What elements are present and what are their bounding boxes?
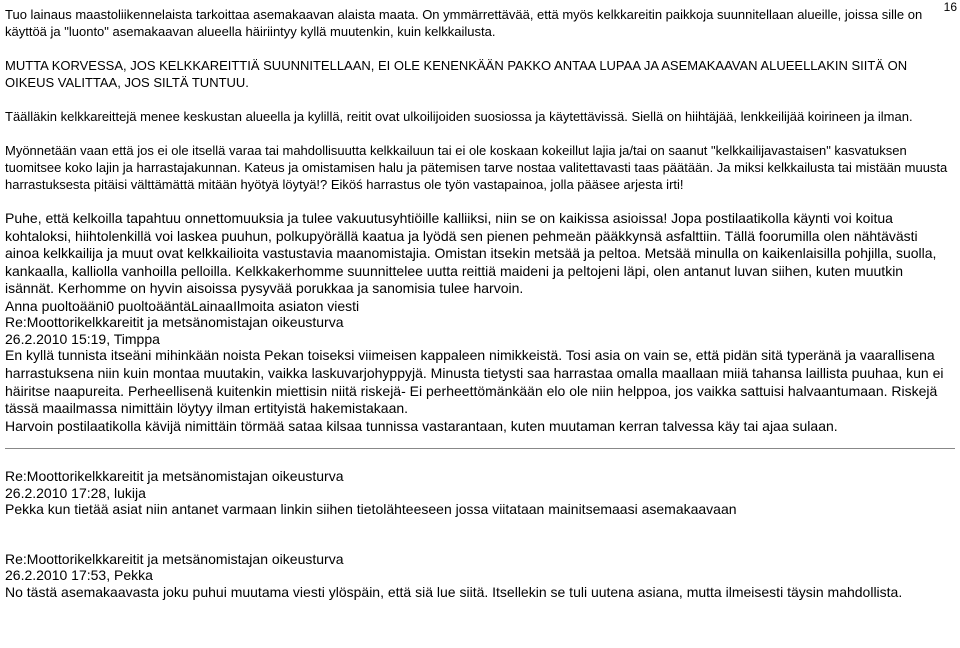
document-body [5, 6, 955, 600]
post-subject: Re:Moottorikelkkareitit ja metsänomistajan oikeusturva [5, 314, 344, 331]
post-subject: Re:Moottorikelkkareitit ja metsänomistajan oikeusturva [5, 468, 344, 485]
post-rating-actions: Anna puoltoääni0 puoltoääntäLainaaIlmoita asiaton viesti [5, 297, 360, 314]
post-subject: Re:Moottorikelkkareitit ja metsänomistajan oikeusturva [5, 550, 344, 567]
intro-paragraph-1: Tuo lainaus maastoliikennelaista tarkoittaa asemakaavan alaista maata. On ymmärrettävää, että myös kelkkareitin paikkoja suunnitellaan alueille, joissa sille on käyttöä ja "luonto" asemakaavan alueella häiriintyy kyllä muutenkin, kuin kelkkailusta. [5, 7, 923, 39]
main-paragraph: Puhe, että kelkoilla tapahtuu onnettomuuksia ja tulee vakuutusyhtiöille kalliiksi, niin se on kaikissa asioissa! Jopa postilaatikolla käynti voi koitua kohtaloksi, hiihtolenkillä voi laskea puuhun, polkupyörällä kaatua ja lyödä sen pienen pehmeän pääkkynsä asfalttiin. Tällä foorumilla olen nähtävästi ainoa kelkkailija ja muut ovat kelkkailioita vastustavia maanomistajia. Omistan itsekin metsää ja peltoa. Metsää minulla on kaikenlaisilla pohjilla, suolla, kankaalla, kalliolla vanhoilla pelloilla. Kelkkakerhomme suunnittelee uutta reittiä maideni ja peltojeni läpi, olen antanut luvan siihen, kuten muutkin isännät. Kerhomme on hyvin aisoissa pysyvää porukkaa ja sanomisia tulee harvoin. [5, 210, 937, 297]
intro-paragraph-3: Täälläkin kelkkareittejä menee keskustan alueella ja kylillä, reitit ovat ulkoilijoiden suosiossa ja käytettävissä. Siellä on hiihtäjää, lenkkeilijää koirineen ja ilman. [5, 109, 913, 124]
intro-paragraph-4: Myönnetään vaan että jos ei ole itsellä varaa tai mahdollisuutta kelkkailuun tai ei ole koskaan kokeillut lajia ja/tai on saanut "kelkkailijavastaisen" kasvatuksen tuomitsee koko lajin ja harrastajakunnan. Kateus ja omistamisen halu ja pätemisen tarve nostaa valitettavasti taas päätään. Ja miksi kelkkailusta tai mistään muusta harrastuksesta pitäisi välttämättä mitään hyötyä löytyä!? Eiköś harrastus ole työn vastapainoa, jolla pääsee arjesta irti! [5, 143, 948, 192]
section-divider [5, 448, 955, 449]
post-meta: 26.2.2010 17:28, lukija [5, 484, 146, 501]
post-meta: 26.2.2010 15:19, Timppa [5, 330, 160, 347]
post-body: En kyllä tunnista itseäni mihinkään noista Pekan toiseksi viimeisen kappaleen nimikkeistä. Tosi asia on vain se, että pidän sitä typeränä ja vaarallisena harrastuksena niin kuin montaa muutakin, vaikka laskuvarjohyppyjä. Minusta tietysti saa harrastaa omalla maallaan miiä tahansa laillista puuhaa, kun ei häiritse naapureita. Perheellisenä kuitenkin miettisin niitä riskejä- Ei perheettömänkään elo ole niin helppoa, jos vaikka sattuisi halvaantumaan. Riskejä tässä maailmassa nimittäin löytyy ilman ertityistä hakemistakaan. [5, 347, 944, 417]
intro-paragraph-2-uppercase: MUTTA KORVESSA, JOS KELKKAREITTIÄ SUUNNITELLAAN, EI OLE KENENKÄÄN PAKKO ANTAA LUPAA JA ASEMAKAAVAN ALUEELLAKIN SIITÄ ON OIKEUS VALITTAA, JOS SILTÄ TUNTUU. [5, 58, 908, 90]
post-meta: 26.2.2010 17:53, Pekka [5, 567, 153, 584]
post-body-last-line: Harvoin postilaatikolla kävijä nimittäin törmää sataa kilsaa tunnissa vastarantaan, kuten muutaman kerran talvessa käy tai ajaa sulaan. [5, 417, 838, 434]
post-body: Pekka kun tietää asiat niin antanet varmaan linkin siihen tietolähteeseen jossa viitataan mainitsemaasi asemakaavaan [5, 501, 737, 518]
post-body: No tästä asemakaavasta joku puhui muutama viesti ylöspäin, että siä lue siitä. Itsellekin se tuli uutena asiana, mutta ilmeisesti täysin mahdollista. [5, 583, 903, 600]
page-number: 16 [943, 0, 957, 14]
spacer [5, 518, 955, 551]
